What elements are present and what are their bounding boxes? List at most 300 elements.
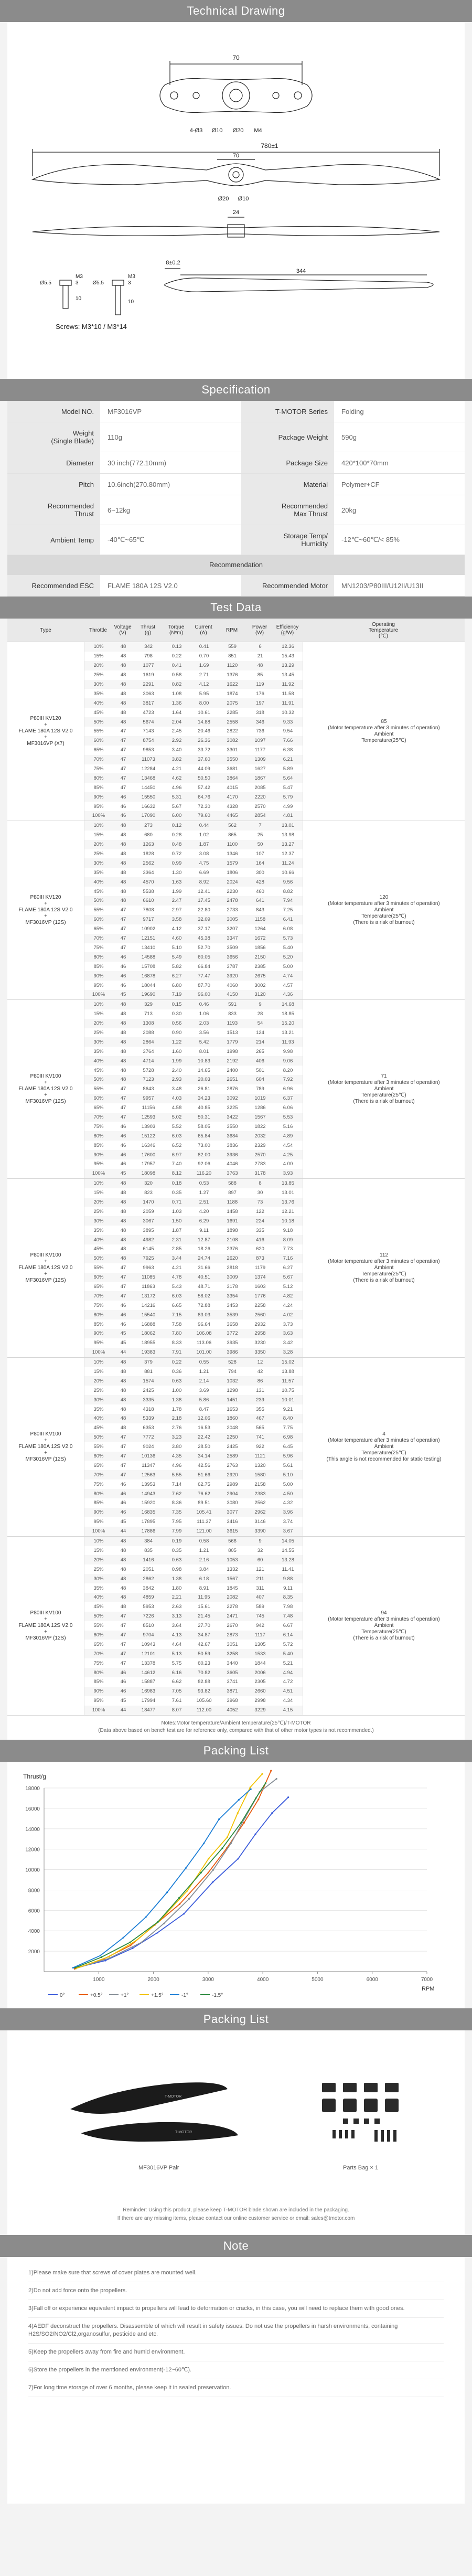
- table-cell: 45: [120, 1519, 126, 1525]
- table-cell: 4.20: [199, 1208, 209, 1215]
- table-cell: 47: [120, 1105, 126, 1111]
- table-cell: 0.58: [199, 1538, 209, 1545]
- table-cell: 3080: [227, 1500, 238, 1506]
- table-cell: 18477: [141, 1707, 156, 1713]
- table-cell: 7772: [143, 1434, 154, 1441]
- table-cell: 20%: [93, 1557, 104, 1563]
- table-cell: 1627: [254, 766, 266, 772]
- table-cell: 47: [120, 738, 126, 744]
- table-cell: 60: [257, 1557, 263, 1563]
- table-row: [84, 831, 303, 840]
- test-group-temperature: 85 (Motor temperature after 3 minutes of operation) Ambient Temperature(25℃): [303, 642, 465, 821]
- table-cell: 794: [228, 1369, 237, 1375]
- table-cell: 47: [120, 1472, 126, 1478]
- table-cell: 5.96: [283, 1453, 293, 1460]
- table-cell: 2.14: [199, 1378, 209, 1384]
- data-point: [100, 1954, 101, 1956]
- table-cell: 2620: [227, 1255, 238, 1262]
- table-cell: 1053: [227, 1557, 238, 1563]
- table-row: [84, 1640, 303, 1649]
- table-cell: 80%: [93, 954, 104, 960]
- table-cell: 0.19: [171, 1538, 182, 1545]
- table-cell: 823: [144, 1190, 153, 1196]
- table-cell: 65.84: [198, 1133, 210, 1139]
- table-cell: 2478: [227, 898, 238, 904]
- table-cell: 2.03: [199, 1020, 209, 1027]
- table-cell: 40%: [93, 1237, 104, 1243]
- table-cell: 7143: [143, 728, 154, 735]
- table-cell: 1308: [143, 1020, 154, 1027]
- table-cell: 26.36: [198, 738, 210, 744]
- table-row: [84, 802, 303, 811]
- table-cell: 2376: [227, 1246, 238, 1252]
- table-cell: 2.31: [171, 1237, 182, 1243]
- screws-label: Screws: M3*10 / M3*14: [56, 323, 127, 331]
- svg-text:T-MOTOR: T-MOTOR: [165, 2094, 182, 2099]
- table-cell: 3225: [227, 1105, 238, 1111]
- table-cell: 8.40: [283, 1415, 293, 1422]
- table-cell: 1822: [254, 1123, 266, 1130]
- note-item: 3)Fall off or experience equivalent impact to propellers will lead to deformation or cracks, in this case, you will need to replace them with good ones.: [28, 2300, 444, 2318]
- table-cell: 741: [256, 1434, 264, 1441]
- table-cell: 100%: [92, 1707, 105, 1713]
- table-row: [84, 1066, 303, 1075]
- table-cell: 12563: [141, 1472, 156, 1478]
- table-cell: 3390: [254, 1528, 266, 1535]
- table-cell: 1.38: [171, 1397, 182, 1403]
- table-cell: 10.01: [282, 1397, 294, 1403]
- data-point: [238, 1858, 239, 1859]
- test-group-rows: [84, 821, 303, 999]
- table-cell: 14943: [141, 1491, 156, 1497]
- table-cell: 4318: [143, 1406, 154, 1412]
- prop-dim-inner: Ø10: [238, 196, 249, 202]
- table-cell: 5.75: [171, 1660, 182, 1666]
- table-cell: 3920: [227, 973, 238, 979]
- table-cell: 3658: [227, 1321, 238, 1327]
- data-point: [109, 1957, 110, 1958]
- table-cell: 7.25: [283, 907, 293, 913]
- table-cell: 851: [228, 653, 237, 659]
- table-row: [84, 1498, 303, 1508]
- table-cell: 48: [120, 672, 126, 678]
- table-cell: 164: [256, 860, 264, 866]
- table-row: [84, 661, 303, 670]
- table-cell: 60%: [93, 1274, 104, 1281]
- table-row: [84, 1574, 303, 1583]
- table-cell: 5.40: [283, 944, 293, 951]
- table-row: [84, 1631, 303, 1640]
- table-cell: 47: [120, 757, 126, 763]
- table-cell: 2783: [254, 1161, 266, 1167]
- table-cell: 3.82: [171, 757, 182, 763]
- screw2-thread: M3: [128, 274, 135, 280]
- table-cell: 47: [120, 917, 126, 923]
- table-cell: 48: [120, 1039, 126, 1045]
- table-cell: 3681: [227, 766, 238, 772]
- note-item: 2)Do not add force onto the propellers.: [28, 2282, 444, 2300]
- table-cell: 72.88: [198, 1302, 210, 1308]
- table-cell: 30%: [93, 1576, 104, 1582]
- table-row: [84, 1226, 303, 1235]
- table-row: [84, 1244, 303, 1254]
- table-cell: 48: [120, 1566, 126, 1572]
- table-cell: 7.35: [171, 1509, 182, 1516]
- table-cell: 48: [120, 1029, 126, 1036]
- table-cell: 1305: [254, 1641, 266, 1647]
- table-cell: 28.50: [198, 1444, 210, 1450]
- table-cell: 1567: [254, 1114, 266, 1120]
- table-cell: 12101: [141, 1651, 156, 1657]
- table-cell: 13.98: [282, 832, 294, 838]
- table-cell: 4.21: [171, 766, 182, 772]
- table-cell: 1.30: [171, 869, 182, 876]
- table-cell: 12: [257, 1359, 263, 1366]
- recommendation-header: Recommendation: [7, 555, 465, 575]
- table-cell: 48: [120, 1218, 126, 1224]
- table-cell: 0.98: [171, 1566, 182, 1572]
- table-cell: 31.66: [198, 1265, 210, 1271]
- series-line-5: [75, 1783, 265, 1967]
- table-cell: 46: [120, 813, 126, 819]
- table-cell: 32: [257, 1547, 263, 1553]
- table-cell: 46: [120, 1321, 126, 1327]
- table-cell: 60.23: [198, 1660, 210, 1666]
- note-title: Note: [0, 2235, 472, 2257]
- table-row: [84, 1263, 303, 1273]
- packing-note-2: If there are any missing items, please contact our online customer service or email: sales@tmotor.com: [117, 2215, 355, 2221]
- spec-value: -12℃~60℃/< 85%: [341, 536, 400, 544]
- table-cell: 4.12: [171, 926, 182, 932]
- table-cell: 2670: [227, 1623, 238, 1629]
- table-cell: 1898: [227, 1227, 238, 1233]
- table-cell: 0.70: [199, 653, 209, 659]
- table-cell: 40.85: [198, 1105, 210, 1111]
- table-cell: 4.51: [283, 1688, 293, 1695]
- table-row: [84, 962, 303, 971]
- spec-value: 590g: [341, 433, 357, 441]
- table-cell: 48: [120, 690, 126, 697]
- table-cell: 4.89: [283, 1133, 293, 1139]
- table-row: [84, 1376, 303, 1386]
- table-cell: 10.32: [282, 709, 294, 716]
- table-cell: 1.00: [171, 1387, 182, 1393]
- table-cell: 8510: [143, 1623, 154, 1629]
- table-row: [84, 708, 303, 717]
- table-row: [84, 1442, 303, 1452]
- table-cell: 20%: [93, 842, 104, 848]
- table-cell: 10.75: [282, 1387, 294, 1393]
- table-cell: 460: [256, 888, 264, 895]
- propeller-pair-image: [70, 2082, 238, 2142]
- table-cell: 20%: [93, 1199, 104, 1205]
- table-cell: 1346: [227, 851, 238, 857]
- table-cell: 4714: [143, 1058, 154, 1064]
- table-cell: 1120: [227, 663, 238, 669]
- data-point: [271, 1812, 273, 1814]
- table-cell: 79.60: [198, 813, 210, 819]
- table-cell: 176: [256, 690, 264, 697]
- table-cell: 4.54: [283, 1142, 293, 1148]
- table-cell: 87.70: [198, 982, 210, 988]
- table-cell: 4.62: [171, 775, 182, 781]
- table-cell: 13.01: [282, 1190, 294, 1196]
- table-cell: 17.45: [198, 898, 210, 904]
- table-cell: 1100: [227, 842, 238, 848]
- table-cell: 48: [120, 644, 126, 650]
- table-cell: 60%: [93, 917, 104, 923]
- table-cell: 30%: [93, 1397, 104, 1403]
- table-cell: 2570: [254, 803, 266, 810]
- table-cell: 9: [259, 1002, 262, 1008]
- table-cell: 9853: [143, 747, 154, 753]
- table-cell: 1867: [254, 775, 266, 781]
- table-cell: 64.76: [198, 794, 210, 800]
- section-dim-offset: 8±0.2: [166, 260, 180, 266]
- table-row: [84, 1612, 303, 1621]
- table-cell: 4.12: [199, 682, 209, 687]
- table-cell: 5.47: [283, 784, 293, 791]
- table-cell: 46: [120, 1481, 126, 1487]
- table-cell: 1451: [227, 1397, 238, 1403]
- table-row: [84, 698, 303, 708]
- table-cell: 46: [120, 1123, 126, 1130]
- table-cell: 265: [256, 1048, 264, 1055]
- table-cell: 342: [144, 644, 153, 650]
- table-cell: 13.45: [282, 672, 294, 678]
- table-cell: 95%: [93, 1698, 104, 1704]
- table-cell: 8.09: [283, 1237, 293, 1243]
- table-cell: 5.21: [283, 1660, 293, 1666]
- spec-value: 30 inch(772.10mm): [108, 459, 166, 467]
- table-cell: 2822: [227, 728, 238, 735]
- table-cell: 4982: [143, 1237, 154, 1243]
- table-cell: 3.08: [199, 851, 209, 857]
- table-row: [84, 887, 303, 896]
- table-cell: 355: [256, 1406, 264, 1412]
- table-cell: 2425: [143, 1387, 154, 1393]
- table-cell: 1309: [254, 757, 266, 763]
- table-cell: 942: [256, 1623, 264, 1629]
- table-cell: 11156: [142, 1105, 155, 1111]
- table-cell: 28: [257, 1011, 263, 1017]
- table-cell: 2733: [227, 907, 238, 913]
- data-point: [212, 1869, 214, 1870]
- table-cell: 35%: [93, 1406, 104, 1412]
- table-cell: 3.63: [283, 1330, 293, 1337]
- table-cell: 60%: [93, 1632, 104, 1638]
- table-cell: 3440: [227, 1660, 238, 1666]
- table-cell: 4.50: [283, 1491, 293, 1497]
- table-cell: 1622: [227, 682, 238, 687]
- data-point: [258, 1798, 259, 1800]
- table-cell: 45%: [93, 888, 104, 895]
- table-cell: 47: [120, 1632, 126, 1638]
- table-row: [84, 1084, 303, 1094]
- table-cell: 0.15: [171, 1002, 182, 1008]
- table-cell: 1603: [254, 1284, 266, 1290]
- table-cell: 3.58: [171, 917, 182, 923]
- table-cell: 9.54: [283, 728, 293, 735]
- table-cell: 4046: [227, 1161, 238, 1167]
- table-cell: 4.96: [171, 1462, 182, 1468]
- table-cell: 0.63: [171, 1378, 182, 1384]
- table-row: [84, 1677, 303, 1687]
- table-cell: 30%: [93, 860, 104, 866]
- table-cell: 604: [256, 1077, 264, 1083]
- table-cell: 76.62: [198, 1491, 210, 1497]
- table-cell: 45: [120, 1698, 126, 1704]
- screw1-head-dia: Ø5.5: [40, 280, 51, 286]
- data-point: [240, 1822, 242, 1823]
- table-cell: 48: [120, 1255, 126, 1262]
- table-cell: 73: [257, 1199, 263, 1205]
- test-footnote-1: Notes:Motor temperature/Ambient temperature(25℃)/T-MOTOR: [161, 1720, 311, 1726]
- table-row: [84, 1150, 303, 1159]
- table-cell: 45: [120, 1330, 126, 1337]
- table-cell: 18044: [141, 982, 156, 988]
- table-cell: 2085: [254, 784, 266, 791]
- table-cell: 34.14: [198, 1453, 210, 1460]
- table-cell: 4.34: [283, 1698, 293, 1704]
- table-cell: 25%: [93, 1208, 104, 1215]
- table-cell: 111.37: [197, 1519, 211, 1525]
- table-cell: 3550: [227, 757, 238, 763]
- table-cell: 0.36: [171, 1369, 182, 1375]
- table-cell: 2048: [227, 1425, 238, 1431]
- table-cell: 75%: [93, 1123, 104, 1130]
- table-cell: 6.67: [283, 1623, 293, 1629]
- esc-value: FLAME 180A 12S V2.0: [108, 581, 178, 590]
- parts-bag-image: [322, 2083, 399, 2142]
- propeller-pair-caption: MF3016VP Pair: [138, 2164, 179, 2171]
- data-point: [212, 1881, 213, 1883]
- table-cell: 6.41: [283, 917, 293, 923]
- table-cell: 48: [120, 653, 126, 659]
- table-cell: 48: [120, 1378, 126, 1384]
- test-footnote-2: (Data above based on bench test are for reference only, compared with that of other motor types is not recommended.): [98, 1727, 374, 1733]
- table-cell: 2305: [254, 1679, 266, 1685]
- table-cell: 82.88: [198, 1679, 210, 1685]
- table-cell: 48: [120, 1369, 126, 1375]
- technical-drawing: [7, 22, 465, 379]
- table-cell: 48: [120, 1077, 126, 1083]
- table-cell: 10.66: [282, 869, 294, 876]
- table-cell: 24.74: [198, 1255, 210, 1262]
- table-row: [84, 1583, 303, 1593]
- table-cell: 48: [120, 1538, 126, 1545]
- table-cell: 7.98: [283, 1604, 293, 1610]
- table-cell: 48: [120, 823, 126, 829]
- table-row: [84, 717, 303, 727]
- table-cell: 3.69: [199, 1387, 209, 1393]
- table-cell: 2.40: [171, 1067, 182, 1073]
- table-cell: 48: [120, 832, 126, 838]
- note-item: 6)Store the propellers in the mentioned environment(-12~60℃).: [28, 2361, 444, 2379]
- table-cell: 75%: [93, 1481, 104, 1487]
- table-cell: 5.53: [283, 1114, 293, 1120]
- table-cell: 318: [256, 709, 264, 716]
- table-cell: 95%: [93, 982, 104, 988]
- table-cell: 85: [257, 672, 263, 678]
- table-cell: 14.05: [282, 1538, 294, 1545]
- note-item: 1)Please make sure that screws of cover plates are mounted well.: [28, 2264, 444, 2282]
- legend-label: +0.5°: [90, 1992, 103, 1998]
- x-axis-label: RPM: [422, 1985, 435, 1992]
- table-cell: 9.21: [283, 1406, 293, 1412]
- table-cell: 100%: [92, 1349, 105, 1356]
- table-cell: 3178: [227, 1284, 238, 1290]
- table-cell: 0.35: [171, 1190, 182, 1196]
- note-item: 5)Keep the propellers away from fire and humid environment.: [28, 2344, 444, 2361]
- table-cell: 7: [259, 823, 262, 829]
- screw-drawings: [60, 280, 124, 315]
- table-cell: 3684: [227, 1133, 238, 1139]
- table-cell: 922: [256, 1444, 264, 1450]
- table-cell: 5.86: [199, 1397, 209, 1403]
- table-cell: 6353: [143, 1425, 154, 1431]
- table-row: [84, 1564, 303, 1574]
- table-cell: 72.30: [198, 803, 210, 810]
- table-cell: 3009: [227, 1274, 238, 1281]
- table-cell: 5.72: [283, 1641, 293, 1647]
- test-group-type: P80III KV120 + FLAME 180A 12S V2.0 + MF3016VP (12S): [7, 821, 84, 999]
- table-cell: 3539: [227, 1312, 238, 1318]
- table-cell: 20.46: [198, 728, 210, 735]
- x-tick-label: 7000: [421, 1976, 433, 1983]
- table-cell: 85%: [93, 1500, 104, 1506]
- table-cell: 48: [120, 1585, 126, 1591]
- table-cell: 2250: [227, 1434, 238, 1441]
- table-row: [84, 1207, 303, 1216]
- spec-row: [7, 452, 465, 474]
- table-cell: 5.00: [283, 1481, 293, 1487]
- y-tick-label: 8000: [28, 1887, 40, 1893]
- table-cell: 6.00: [171, 813, 182, 819]
- table-cell: 13.29: [282, 663, 294, 669]
- table-cell: 25%: [93, 672, 104, 678]
- table-cell: 107: [256, 851, 264, 857]
- table-cell: 2.97: [171, 907, 182, 913]
- table-cell: 13.27: [282, 842, 294, 848]
- table-row: [84, 849, 303, 859]
- table-cell: 27.70: [198, 1623, 210, 1629]
- series-line-0: [74, 1797, 288, 1968]
- y-tick-label: 10000: [25, 1867, 40, 1874]
- table-cell: 5.42: [199, 1039, 209, 1045]
- table-row: [84, 906, 303, 915]
- table-cell: 3082: [227, 738, 238, 744]
- table-cell: 4.15: [283, 1707, 293, 1713]
- table-cell: 58.02: [198, 1293, 210, 1299]
- table-row: [84, 1668, 303, 1677]
- table-cell: 0.18: [171, 1180, 182, 1187]
- table-cell: 9024: [143, 1444, 154, 1450]
- table-cell: 3.73: [283, 1321, 293, 1327]
- table-cell: 85%: [93, 784, 104, 791]
- table-cell: 0.44: [199, 823, 209, 829]
- table-cell: 15540: [141, 1312, 156, 1318]
- table-cell: 6.45: [283, 1444, 293, 1450]
- table-cell: 6.80: [171, 982, 182, 988]
- table-cell: 45%: [93, 1604, 104, 1610]
- table-row: [84, 971, 303, 981]
- table-cell: 3354: [227, 1293, 238, 1299]
- table-cell: 80%: [93, 1491, 104, 1497]
- table-cell: 3416: [227, 1519, 238, 1525]
- table-cell: 82.00: [198, 1152, 210, 1158]
- table-cell: 13.01: [282, 823, 294, 829]
